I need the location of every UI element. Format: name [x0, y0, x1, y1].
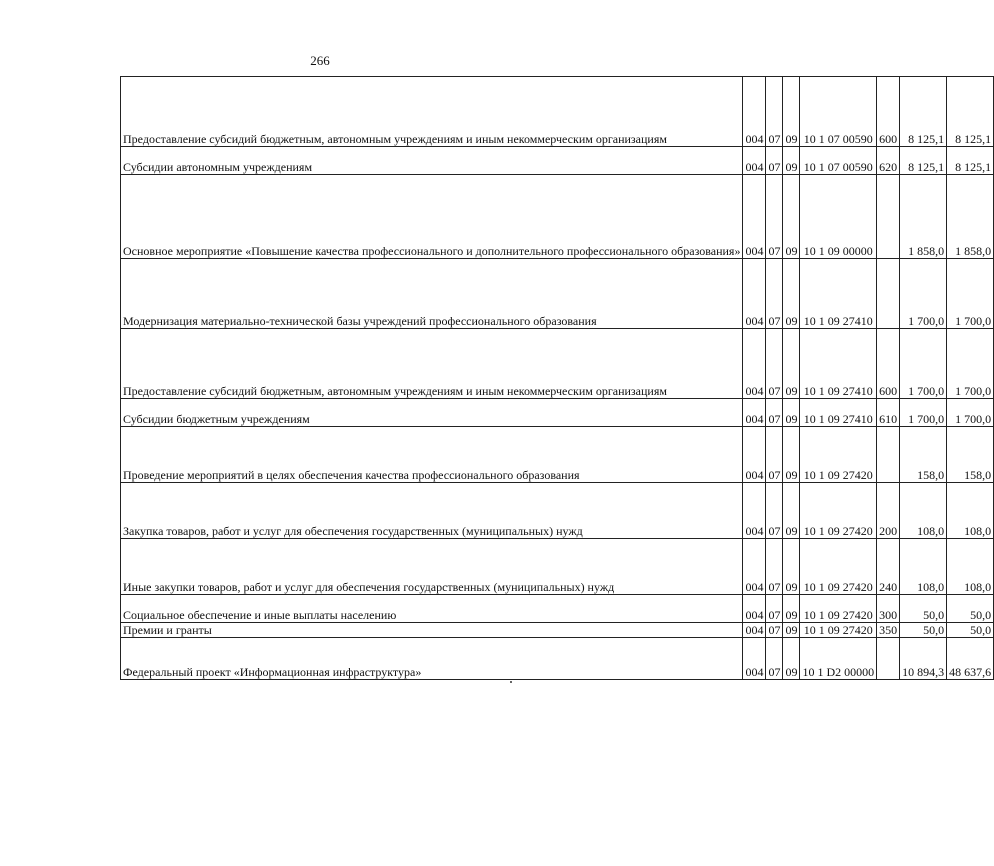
- expense-type-code: [877, 175, 900, 259]
- amount-1: 1 700,0: [900, 259, 947, 329]
- expense-type-code: 200: [877, 483, 900, 539]
- row-name: Модернизация материально-технической базы учреждений профессионального образования: [121, 259, 743, 329]
- amount-1: 1 700,0: [900, 399, 947, 427]
- amount-1: 8 125,1: [900, 77, 947, 147]
- expense-type-code: 240: [877, 539, 900, 595]
- expense-type-code: 610: [877, 399, 900, 427]
- expense-type-code: [877, 427, 900, 483]
- subsection-code: 09: [783, 427, 800, 483]
- subsection-code: 09: [783, 77, 800, 147]
- section-code: 07: [766, 539, 783, 595]
- section-code: 07: [766, 427, 783, 483]
- amount-2: 1 700,0: [947, 259, 994, 329]
- row-name: Субсидии автономным учреждениям: [121, 147, 743, 175]
- section-code: 07: [766, 147, 783, 175]
- expense-type-code: 350: [877, 623, 900, 638]
- table-row: [121, 483, 994, 539]
- admin-code: 004: [743, 638, 766, 680]
- amount-2: 48 637,6: [947, 638, 994, 680]
- target-article-code: 10 1 09 27420: [800, 539, 877, 595]
- target-article-code: 10 1 09 27410: [800, 259, 877, 329]
- target-article-code: 10 1 09 27420: [800, 427, 877, 483]
- target-article-code: 10 1 09 27420: [800, 623, 877, 638]
- row-name: Основное мероприятие «Повышение качества профессионального и дополнительного профессионального образования»: [121, 175, 743, 259]
- amount-1: 108,0: [900, 483, 947, 539]
- admin-code: 004: [743, 147, 766, 175]
- section-code: 07: [766, 638, 783, 680]
- expense-type-code: [877, 259, 900, 329]
- admin-code: 004: [743, 175, 766, 259]
- amount-1: 1 700,0: [900, 329, 947, 399]
- admin-code: 004: [743, 427, 766, 483]
- admin-code: 004: [743, 259, 766, 329]
- target-article-code: 10 1 09 00000: [800, 175, 877, 259]
- amount-2: 158,0: [947, 427, 994, 483]
- target-article-code: 10 1 07 00590: [800, 147, 877, 175]
- table-row: [121, 595, 994, 623]
- admin-code: 004: [743, 623, 766, 638]
- row-name: Федеральный проект «Информационная инфраструктура»: [121, 638, 743, 680]
- table-row: [121, 329, 994, 399]
- table-row: [121, 147, 994, 175]
- row-name: Премии и гранты: [121, 623, 743, 638]
- amount-1: 10 894,3: [900, 638, 947, 680]
- table-row: [121, 623, 994, 638]
- expense-type-code: [877, 638, 900, 680]
- amount-1: 50,0: [900, 595, 947, 623]
- section-code: 07: [766, 399, 783, 427]
- expense-type-code: 620: [877, 147, 900, 175]
- page-number: 266: [310, 53, 330, 68]
- section-code: 07: [766, 623, 783, 638]
- target-article-code: 10 1 09 27410: [800, 399, 877, 427]
- row-name: Иные закупки товаров, работ и услуг для обеспечения государственных (муниципальных) нужд: [121, 539, 743, 595]
- amount-2: 108,0: [947, 539, 994, 595]
- subsection-code: 09: [783, 147, 800, 175]
- amount-2: 8 125,1: [947, 77, 994, 147]
- admin-code: 004: [743, 539, 766, 595]
- subsection-code: 09: [783, 259, 800, 329]
- amount-2: 108,0: [947, 483, 994, 539]
- amount-2: 1 858,0: [947, 175, 994, 259]
- table-row: [121, 427, 994, 483]
- target-article-code: 10 1 D2 00000: [800, 638, 877, 680]
- table-row: [121, 399, 994, 427]
- subsection-code: 09: [783, 175, 800, 259]
- amount-1: 50,0: [900, 623, 947, 638]
- row-name: Проведение мероприятий в целях обеспечения качества профессионального образования: [121, 427, 743, 483]
- row-name: Закупка товаров, работ и услуг для обеспечения государственных (муниципальных) нужд: [121, 483, 743, 539]
- section-code: 07: [766, 329, 783, 399]
- amount-2: 50,0: [947, 595, 994, 623]
- amount-1: 1 858,0: [900, 175, 947, 259]
- amount-1: 158,0: [900, 427, 947, 483]
- subsection-code: 09: [783, 595, 800, 623]
- table-row: [121, 638, 994, 680]
- table-row: [121, 175, 994, 259]
- budget-table: [120, 76, 994, 680]
- admin-code: 004: [743, 399, 766, 427]
- target-article-code: 10 1 09 27420: [800, 483, 877, 539]
- amount-2: 1 700,0: [947, 329, 994, 399]
- subsection-code: 09: [783, 329, 800, 399]
- amount-2: 50,0: [947, 623, 994, 638]
- subsection-code: 09: [783, 483, 800, 539]
- expense-type-code: 600: [877, 329, 900, 399]
- target-article-code: 10 1 09 27410: [800, 329, 877, 399]
- table-row: [121, 259, 994, 329]
- subsection-code: 09: [783, 399, 800, 427]
- admin-code: 004: [743, 483, 766, 539]
- amount-1: 108,0: [900, 539, 947, 595]
- admin-code: 004: [743, 329, 766, 399]
- admin-code: 004: [743, 595, 766, 623]
- amount-2: 1 700,0: [947, 399, 994, 427]
- row-name: Социальное обеспечение и иные выплаты населению: [121, 595, 743, 623]
- subsection-code: 09: [783, 539, 800, 595]
- section-code: 07: [766, 259, 783, 329]
- subsection-code: 09: [783, 638, 800, 680]
- expense-type-code: 600: [877, 77, 900, 147]
- section-code: 07: [766, 595, 783, 623]
- amount-2: 8 125,1: [947, 147, 994, 175]
- subsection-code: 09: [783, 623, 800, 638]
- row-name: Субсидии бюджетным учреждениям: [121, 399, 743, 427]
- section-code: 07: [766, 77, 783, 147]
- row-name: Предоставление субсидий бюджетным, автономным учреждениям и иным некоммерческим организациям: [121, 77, 743, 147]
- table-row: [121, 77, 994, 147]
- expense-type-code: 300: [877, 595, 900, 623]
- scan-speck: [510, 681, 512, 683]
- amount-1: 8 125,1: [900, 147, 947, 175]
- section-code: 07: [766, 175, 783, 259]
- row-name: Предоставление субсидий бюджетным, автономным учреждениям и иным некоммерческим организациям: [121, 329, 743, 399]
- admin-code: 004: [743, 77, 766, 147]
- target-article-code: 10 1 07 00590: [800, 77, 877, 147]
- section-code: 07: [766, 483, 783, 539]
- table-row: [121, 539, 994, 595]
- target-article-code: 10 1 09 27420: [800, 595, 877, 623]
